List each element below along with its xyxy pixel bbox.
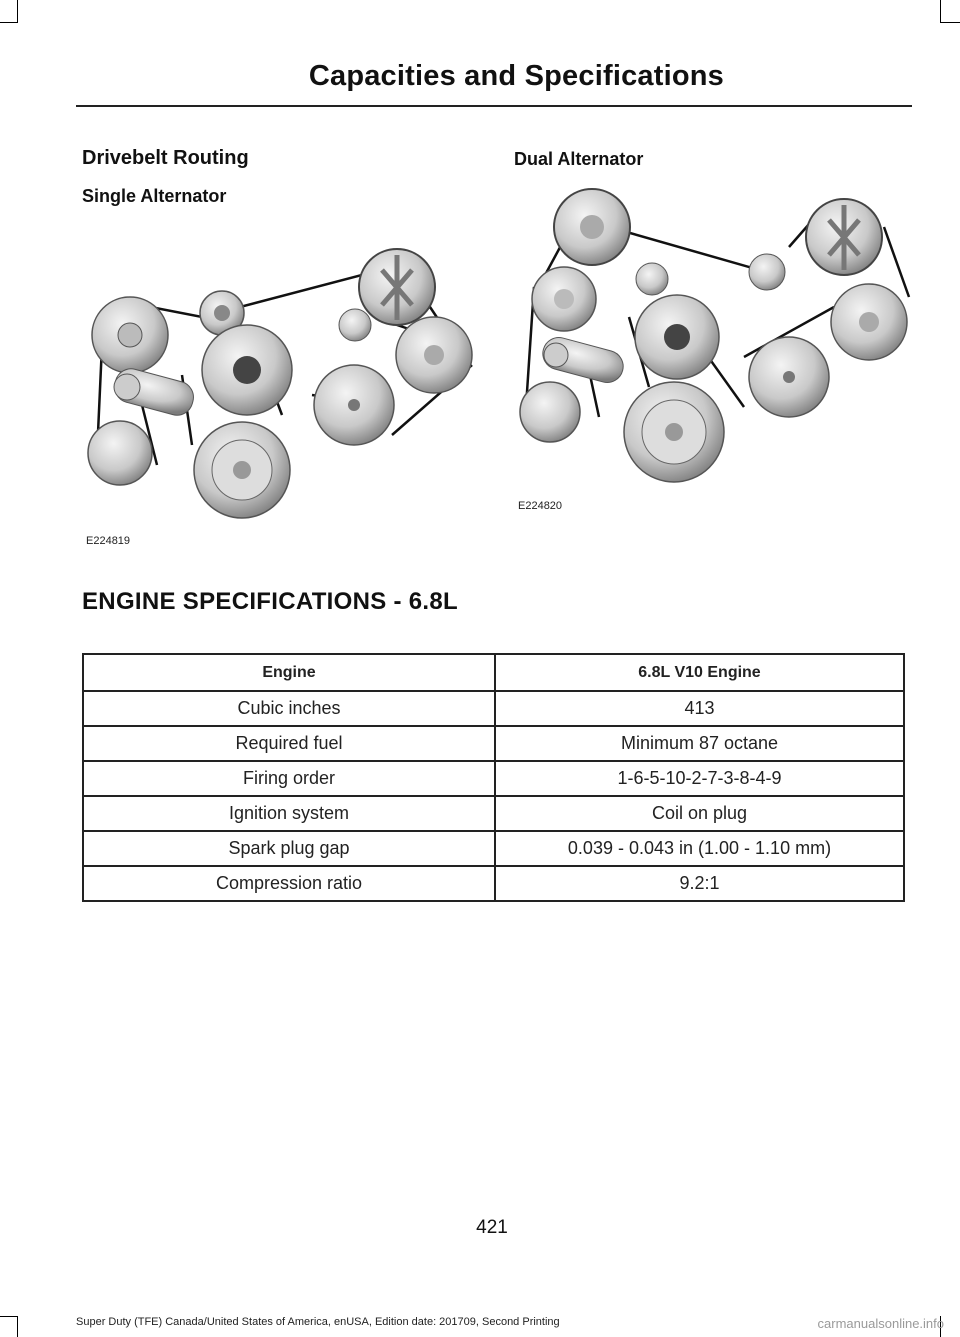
crop-mark-top-right-v <box>940 0 941 22</box>
table-row <box>83 726 904 761</box>
table-header-row <box>83 654 904 691</box>
crop-mark-top-left-v <box>17 0 18 22</box>
spec-label: Spark plug gap <box>83 831 495 866</box>
spec-value: 1-6-5-10-2-7-3-8-4-9 <box>495 761 904 796</box>
power-steering-pulley <box>88 421 152 485</box>
table-row <box>83 831 904 866</box>
spec-value: 9.2:1 <box>495 866 904 901</box>
water-pump-hub <box>664 324 690 350</box>
crop-mark-bottom-left-v <box>17 1316 18 1337</box>
column-header-6-8l-v10: 6.8L V10 Engine <box>495 654 904 691</box>
header-rule <box>76 105 912 107</box>
footer-edition-text: Super Duty (TFE) Canada/United States of America, enUSA, Edition date: 201709, Second Printing <box>76 1316 560 1328</box>
single-alternator-heading: Single Alternator <box>82 186 227 206</box>
engine-specifications-heading: ENGINE SPECIFICATIONS - 6.8L <box>82 588 459 615</box>
figure-id-single: E224819 <box>86 535 131 547</box>
alternator-idler <box>339 309 371 341</box>
idler-pulley-hub <box>118 323 142 347</box>
water-pump-hub <box>233 356 261 384</box>
table-row <box>83 866 904 901</box>
tensioner-pivot <box>544 343 568 367</box>
spec-label: Compression ratio <box>83 866 495 901</box>
spec-label: Ignition system <box>83 796 495 831</box>
column-header-engine: Engine <box>83 654 495 691</box>
crankshaft-hub <box>233 461 251 479</box>
alternator-idler <box>749 254 785 290</box>
fan-pulley-hub <box>859 312 879 332</box>
spec-value: 0.039 - 0.043 in (1.00 - 1.10 mm) <box>495 831 904 866</box>
spec-label: Cubic inches <box>83 691 495 726</box>
spec-label: Firing order <box>83 761 495 796</box>
crop-mark-top-left-h <box>0 22 18 23</box>
upper-alternator-hub <box>580 215 604 239</box>
table-row <box>83 796 904 831</box>
spec-value: Minimum 87 octane <box>495 726 904 761</box>
spec-value: 413 <box>495 691 904 726</box>
table-row <box>83 691 904 726</box>
spec-label: Required fuel <box>83 726 495 761</box>
single-alternator-belt-diagram <box>82 225 482 530</box>
power-steering-pulley <box>520 382 580 442</box>
crankshaft-hub <box>665 423 683 441</box>
ac-compressor-hub <box>783 371 795 383</box>
crop-mark-top-right-h <box>940 22 960 23</box>
upper-idler <box>636 263 668 295</box>
table-row <box>83 761 904 796</box>
drivebelt-routing-heading: Drivebelt Routing <box>82 147 249 169</box>
engine-specifications-table <box>82 653 905 902</box>
page-number: 421 <box>476 1217 508 1238</box>
idler-pulley-top-hub <box>214 305 230 321</box>
ac-compressor-hub <box>348 399 360 411</box>
figure-id-dual: E224820 <box>518 500 563 512</box>
idler-pulley-left-hub <box>554 289 574 309</box>
watermark: carmanualsonline.info <box>817 1316 944 1331</box>
spec-value: Coil on plug <box>495 796 904 831</box>
dual-alternator-belt-diagram <box>514 187 914 497</box>
dual-alternator-heading: Dual Alternator <box>514 149 644 169</box>
crop-mark-bottom-left-h <box>0 1316 18 1317</box>
page-header-title: Capacities and Specifications <box>308 60 724 92</box>
tensioner-pivot <box>114 374 140 400</box>
fan-pulley-hub <box>424 345 444 365</box>
